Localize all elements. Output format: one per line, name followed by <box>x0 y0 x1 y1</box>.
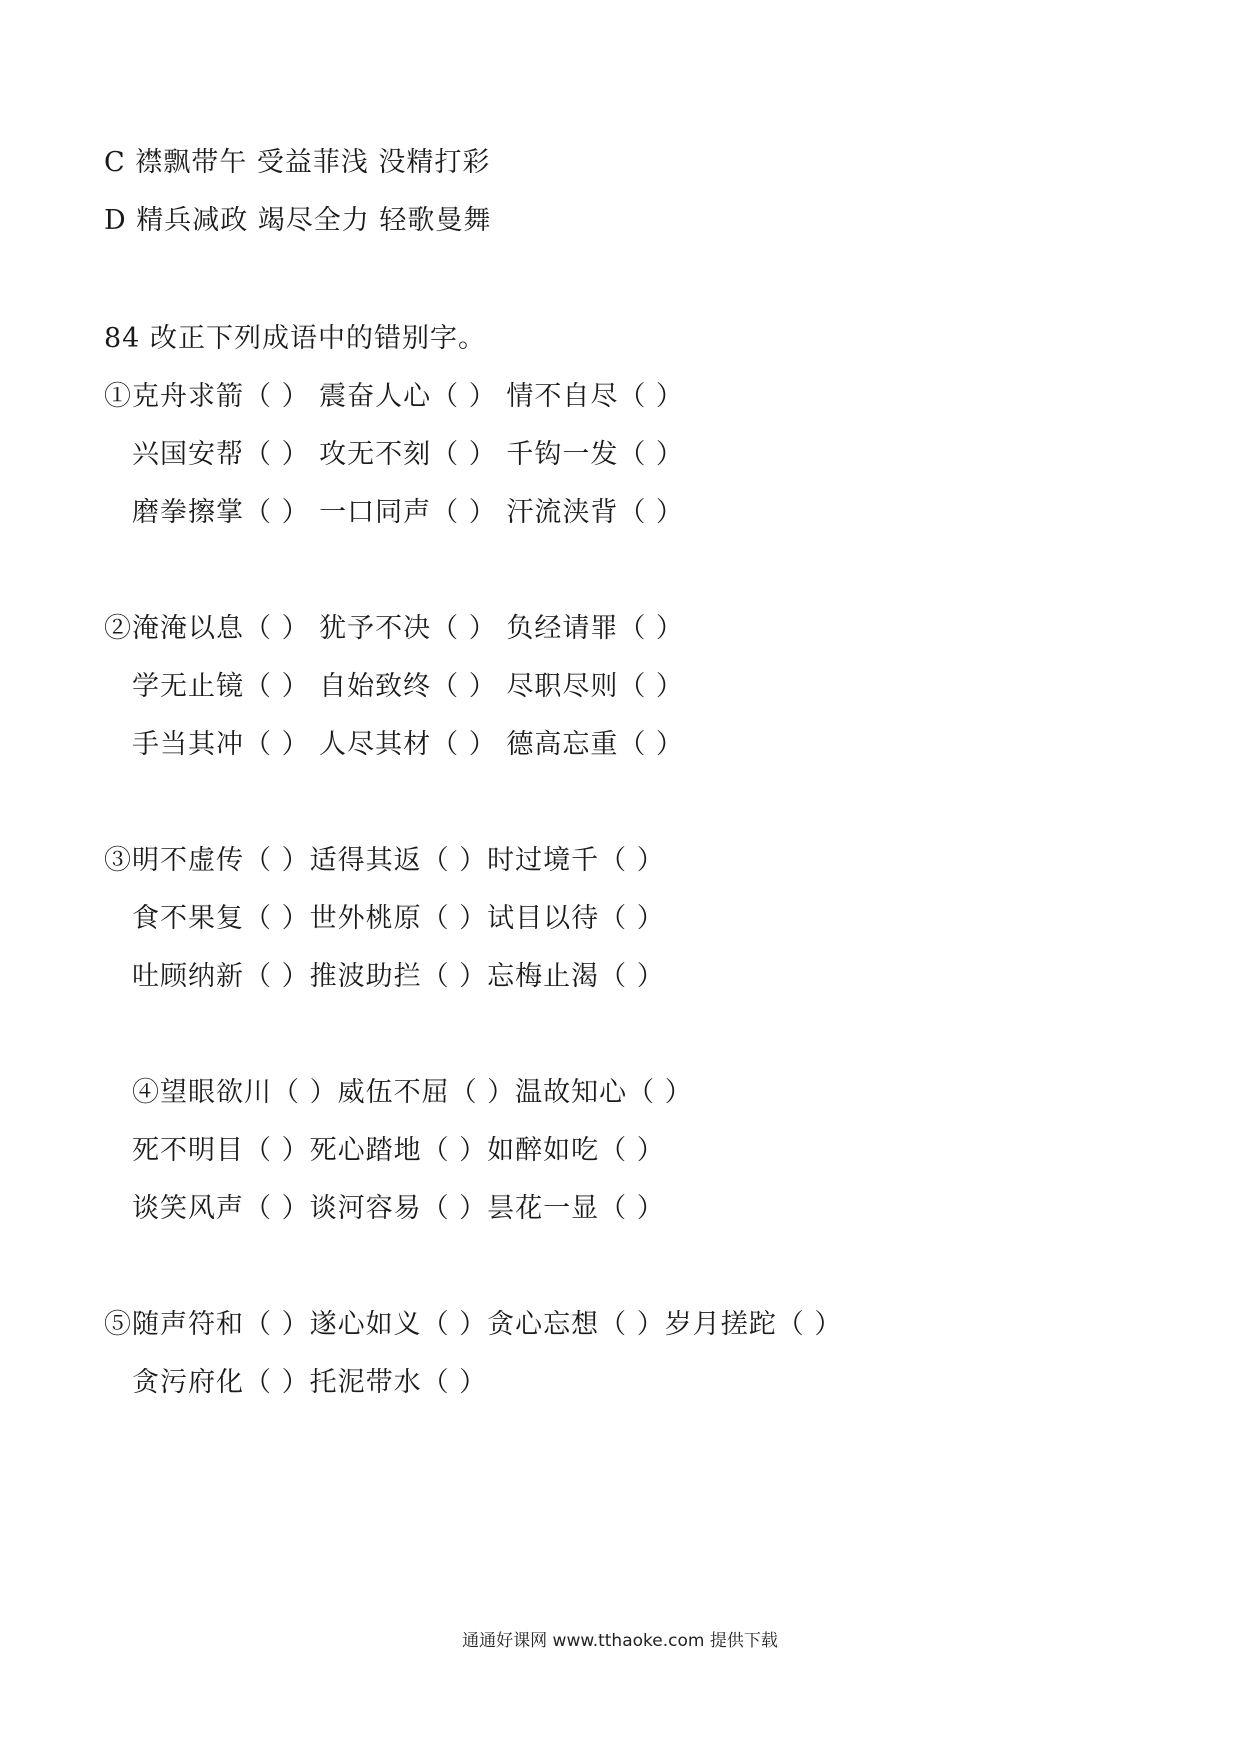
group-1-line-1: ①克舟求箭（ ） 震奋人心（ ） 情不自尽（ ） <box>104 381 684 412</box>
group-3-line-2: 食不果复（ ）世外桃原（ ）试目以待（ ） <box>132 903 665 934</box>
group-4-line-2: 死不明目（ ）死心踏地（ ）如醉如吃（ ） <box>132 1135 665 1166</box>
page-footer: 通通好课网 www.tthaoke.com 提供下载 <box>462 1631 778 1651</box>
group-2-line-3: 手当其冲（ ） 人尽其材（ ） 德高忘重（ ） <box>132 729 684 760</box>
option-d: D 精兵减政 竭尽全力 轻歌曼舞 <box>104 205 492 236</box>
group-1-line-2: 兴国安帮（ ） 攻无不刻（ ） 千钩一发（ ） <box>132 439 684 470</box>
group-4-line-3: 谈笑风声（ ）谈河容易（ ）昙花一显（ ） <box>132 1193 665 1224</box>
option-c: C 襟飘带午 受益菲浅 没精打彩 <box>104 147 491 178</box>
group-4-line-1: ④望眼欲川（ ）威伍不屈（ ）温故知心（ ） <box>132 1077 693 1108</box>
question-84-title: 84 改正下列成语中的错别字。 <box>104 323 486 354</box>
group-3-line-1: ③明不虚传（ ）适得其返（ ）时过境千（ ） <box>104 845 665 876</box>
group-3-line-3: 吐顾纳新（ ）推波助拦（ ）忘梅止渴（ ） <box>132 961 665 992</box>
group-2-line-1: ②淹淹以息（ ） 犹予不决（ ） 负经请罪（ ） <box>104 613 684 644</box>
group-1-line-3: 磨拳擦掌（ ） 一口同声（ ） 汗流浃背（ ） <box>132 497 684 528</box>
group-2-line-2: 学无止镜（ ） 自始致终（ ） 尽职尽则（ ） <box>132 671 684 702</box>
group-5-line-2: 贪污府化（ ）托泥带水（ ） <box>132 1367 488 1398</box>
group-5-line-1: ⑤随声符和（ ）遂心如义（ ）贪心忘想（ ）岁月搓跎（ ） <box>104 1309 843 1340</box>
